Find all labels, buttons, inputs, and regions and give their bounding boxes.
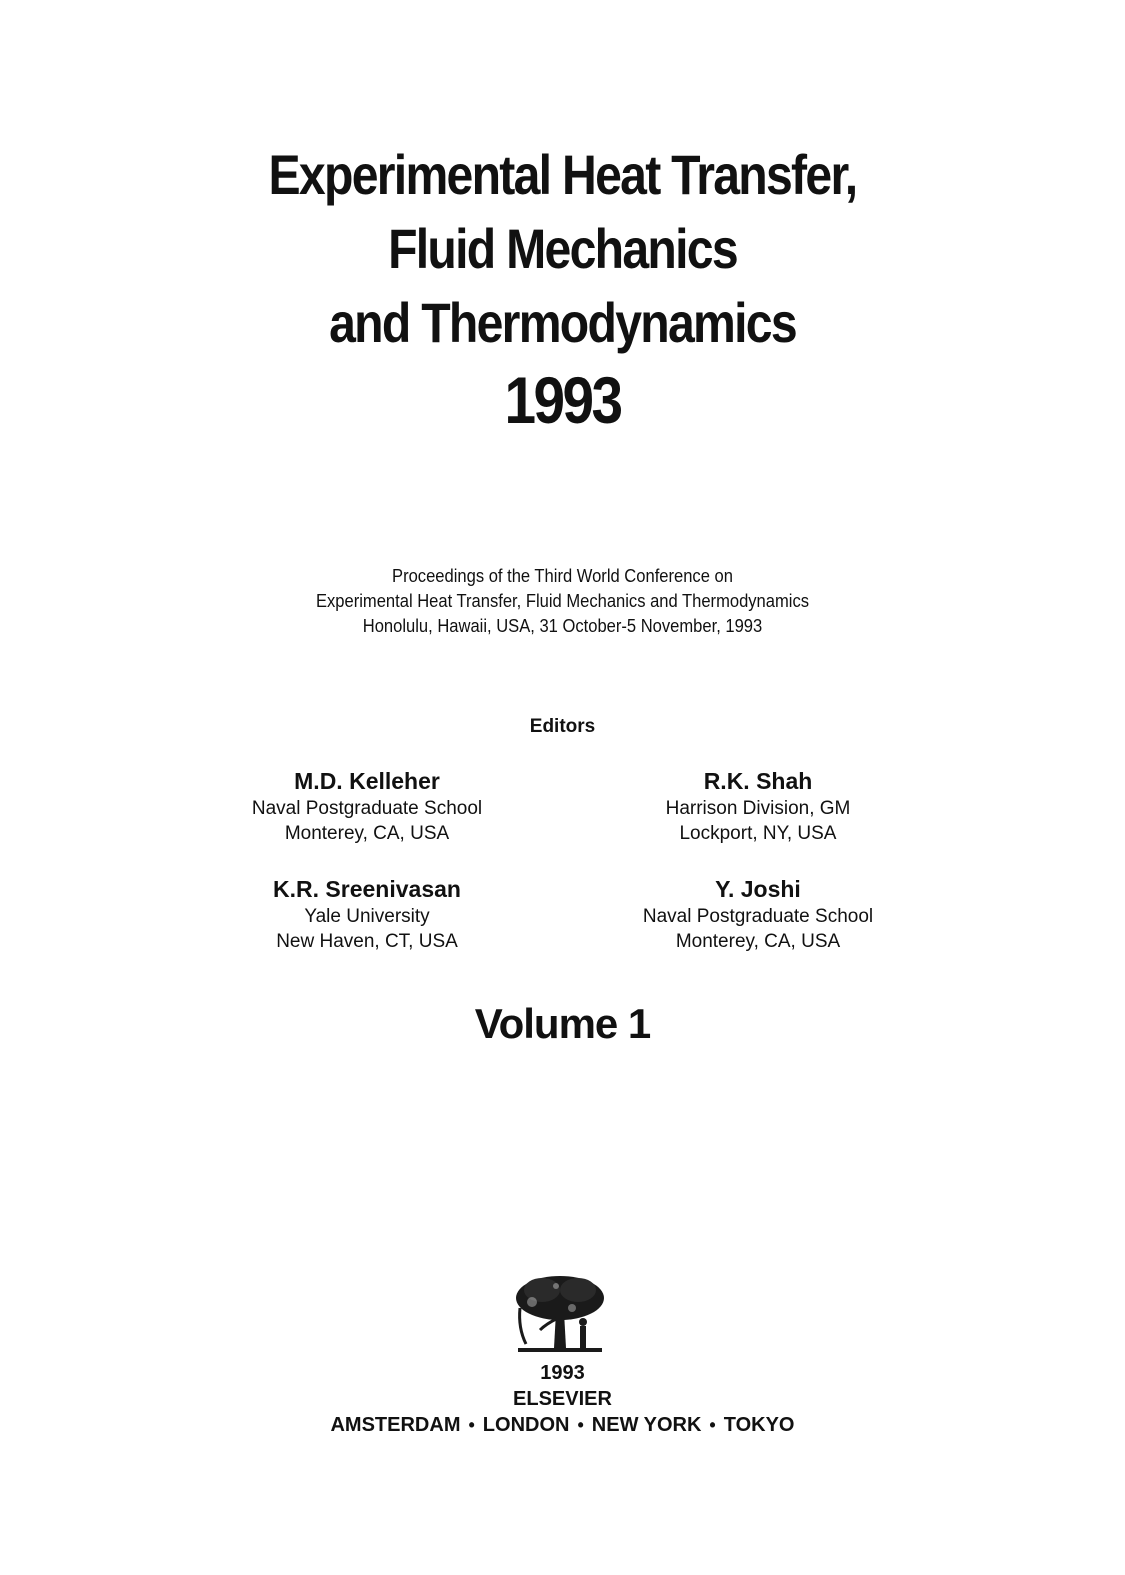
editor-location: Monterey, CA, USA: [284, 823, 450, 844]
editor-name: M.D. Kelleher: [294, 768, 440, 794]
editors-heading: Editors: [529, 716, 596, 737]
city-london: LONDON: [482, 1414, 570, 1436]
editor-shah: [578, 766, 938, 846]
editor-name: Y. Joshi: [715, 876, 801, 902]
city-amsterdam: AMSTERDAM: [330, 1414, 461, 1436]
city-new-york: NEW YORK: [591, 1414, 702, 1436]
editor-location: Monterey, CA, USA: [675, 931, 841, 952]
editor-kelleher: [187, 766, 547, 846]
proceedings-subtitle: [0, 564, 1125, 639]
editor-location: Lockport, NY, USA: [679, 823, 837, 844]
editor-affiliation: Naval Postgraduate School: [251, 798, 483, 819]
editor-name: R.K. Shah: [703, 768, 813, 794]
title-line-2: Fluid Mechanics: [388, 217, 737, 280]
editor-name: K.R. Sreenivasan: [273, 876, 461, 902]
editor-location: New Haven, CT, USA: [276, 931, 458, 952]
publisher-year: 1993: [540, 1362, 585, 1384]
separator-dot: •: [468, 1415, 475, 1435]
separator-dot: •: [577, 1415, 584, 1435]
proceedings-line-2: Experimental Heat Transfer, Fluid Mechanics and Thermodynamics: [315, 591, 810, 611]
publisher-cities: [330, 1412, 794, 1438]
editor-affiliation: Naval Postgraduate School: [642, 906, 874, 927]
proceedings-line-1: Proceedings of the Third World Conference on: [392, 566, 733, 586]
title-year: 1993: [504, 363, 621, 437]
elsevier-tree-icon: [512, 1268, 608, 1358]
publisher-name: ELSEVIER: [513, 1388, 612, 1410]
volume-label: Volume 1: [474, 1000, 651, 1047]
book-title: [0, 138, 1125, 440]
publisher-block: [0, 1360, 1125, 1438]
editor-affiliation: Yale University: [304, 906, 430, 927]
title-line-3: and Thermodynamics: [329, 291, 796, 354]
proceedings-line-3: Honolulu, Hawaii, USA, 31 October-5 November, 1993: [362, 616, 763, 636]
city-tokyo: TOKYO: [723, 1414, 795, 1436]
separator-dot: •: [709, 1415, 716, 1435]
editor-sreenivasan: [187, 874, 547, 954]
editor-joshi: [578, 874, 938, 954]
editor-affiliation: Harrison Division, GM: [665, 798, 851, 819]
title-line-1: Experimental Heat Transfer,: [268, 143, 857, 206]
